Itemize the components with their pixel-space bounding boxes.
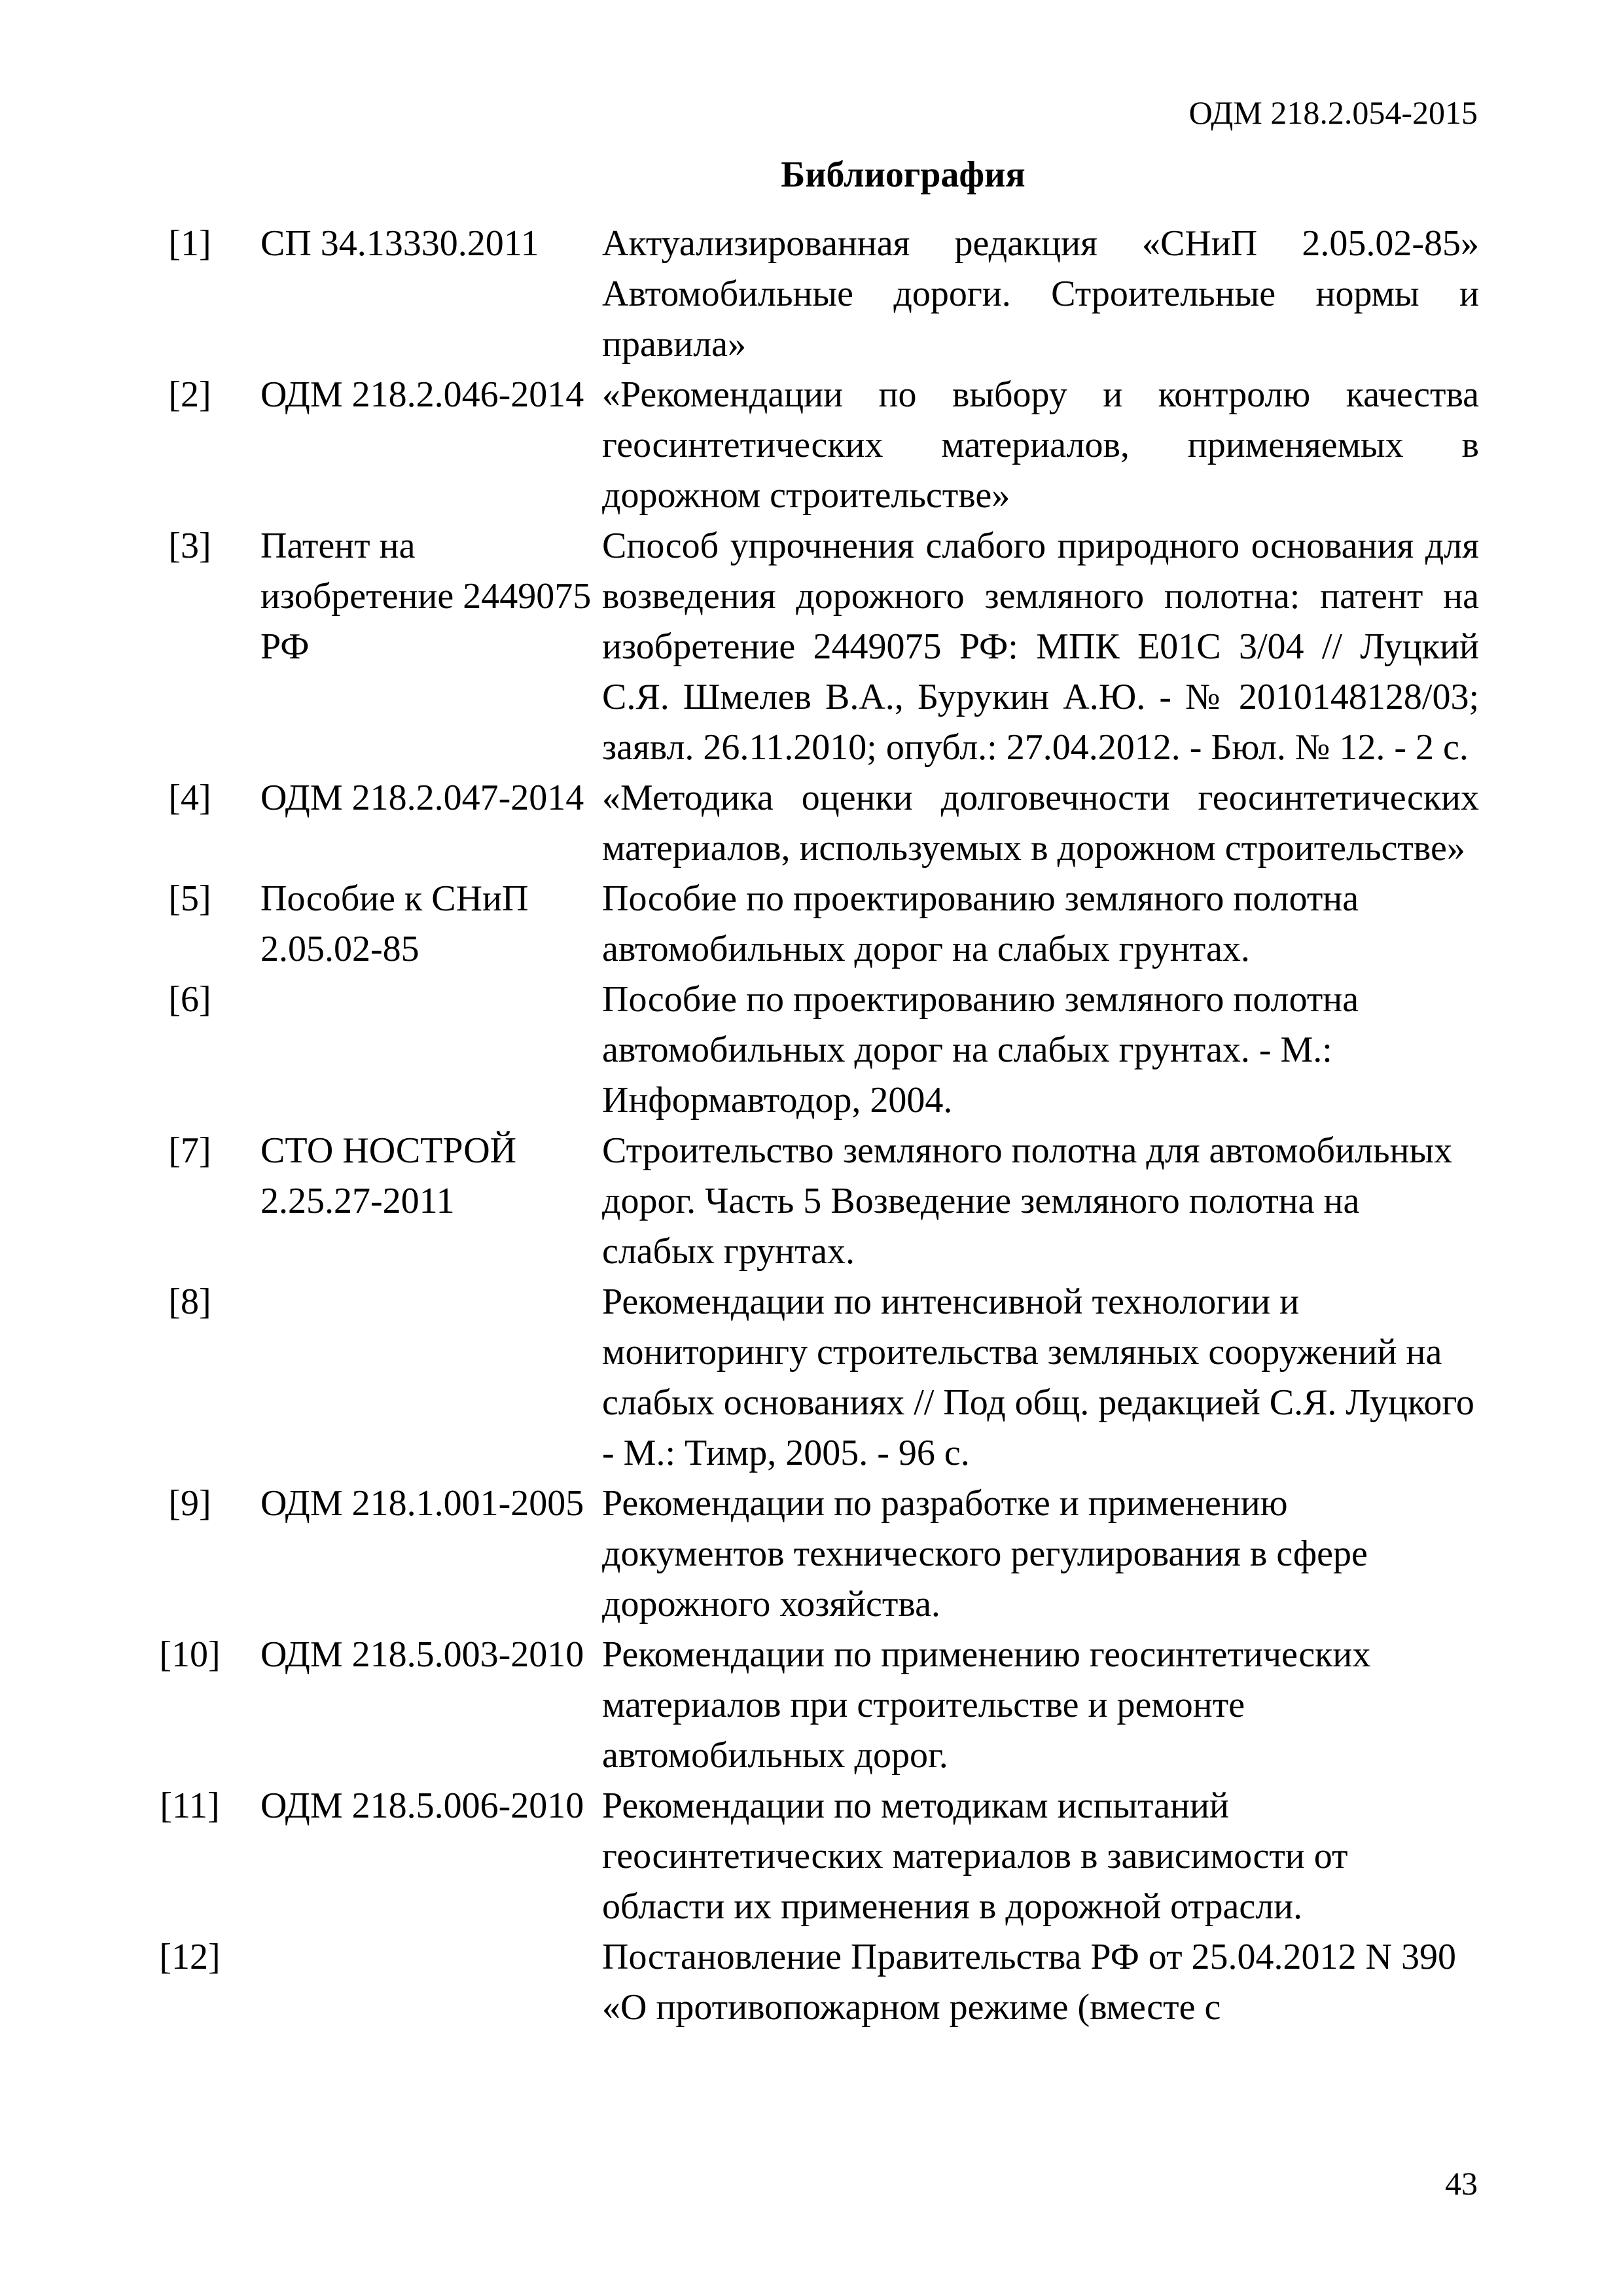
bibliography-entry [151, 370, 1479, 521]
entry-number: [3] [168, 526, 211, 566]
entry-description: Постановление Правительства РФ от 25.04.2012 N 390 «О противопожарном режиме (вместе с [602, 1937, 1456, 2028]
entry-reference: ОДМ 218.2.046-2014 [260, 374, 584, 415]
entry-reference: ОДМ 218.5.003-2010 [260, 1634, 584, 1675]
bibliography-entry [151, 521, 1479, 773]
entry-number: [6] [168, 979, 211, 1020]
entry-number: [12] [159, 1937, 221, 1977]
entry-reference: ОДМ 218.2.047-2014 [260, 778, 584, 818]
entry-description: «Рекомендации по выбору и контролю качества геосинтетических материалов, применяемых в дорожном строительстве» [602, 374, 1479, 516]
entry-description: Рекомендации по интенсивной технологии и мониторингу строительства земляных сооружений на слабых основаниях // Под общ. редакцией С.Я. Луцкого - М.: Тимр, 2005. - 96 с. [602, 1282, 1474, 1473]
entry-description: Способ упрочнения слабого природного основания для возведения дорожного земляного полотна: патент на изобретение 2449075 РФ: МПК E01C 3/04 // Луцкий С.Я. Шмелев В.А., Бурукин А.Ю. - № 2010148128/03; заявл. 26.11.2010; опубл.: 27.04.2012. - Бюл. № 12. - 2 с. [602, 526, 1479, 768]
entry-number: [4] [168, 778, 211, 818]
entry-number: [1] [168, 223, 211, 264]
entry-number: [7] [168, 1130, 211, 1171]
bibliography-entry [151, 219, 1479, 370]
entry-description: Пособие по проектированию земляного полотна автомобильных дорог на слабых грунтах. - М.: Информавтодор, 2004. [602, 979, 1359, 1121]
entry-description: Рекомендации по применению геосинтетических материалов при строительстве и ремонте автомобильных дорог. [602, 1634, 1371, 1776]
entry-description: Пособие по проектированию земляного полотна автомобильных дорог на слабых грунтах. [602, 878, 1359, 969]
bibliography-list [151, 219, 1479, 2033]
entry-number: [8] [168, 1282, 211, 1322]
bibliography-entry [151, 1277, 1479, 1479]
entry-description: Строительство земляного полотна для автомобильных дорог. Часть 5 Возведение земляного полотна на слабых грунтах. [602, 1130, 1453, 1272]
entry-description: Рекомендации по методикам испытаний геосинтетических материалов в зависимости от области их применения в дорожной отрасли. [602, 1785, 1348, 1927]
bibliography-entry [151, 1932, 1479, 2033]
entry-number: [10] [159, 1634, 221, 1675]
page-title: Библиография [781, 154, 1026, 195]
bibliography-entry [151, 975, 1479, 1126]
entry-reference: ОДМ 218.5.006-2010 [260, 1785, 584, 1826]
entry-description: Рекомендации по разработке и применению документов технического регулирования в сфере дорожного хозяйства. [602, 1483, 1368, 1624]
entry-number: [11] [160, 1785, 220, 1826]
document-code: ОДМ 218.2.054-2015 [1188, 94, 1478, 131]
bibliography-entry [151, 773, 1479, 874]
bibliography-entry [151, 1126, 1479, 1277]
entry-reference: СТО НОСТРОЙ 2.25.27-2011 [260, 1130, 517, 1221]
bibliography-entry [151, 1479, 1479, 1630]
entry-description: «Методика оценки долговечности геосинтетических материалов, используемых в дорожном строительстве» [602, 778, 1479, 869]
entry-number: [9] [168, 1483, 211, 1524]
entry-number: [2] [168, 374, 211, 415]
page-number: 43 [1445, 2165, 1478, 2202]
entry-reference: ОДМ 218.1.001-2005 [260, 1483, 584, 1524]
entry-reference: Пособие к СНиП 2.05.02-85 [260, 878, 529, 969]
entry-description: Актуализированная редакция «СНиП 2.05.02-85» Автомобильные дороги. Строительные нормы и правила» [602, 223, 1479, 365]
bibliography-entry [151, 874, 1479, 975]
entry-reference: Патент на изобретение 2449075 РФ [260, 526, 592, 667]
entry-number: [5] [168, 878, 211, 919]
entry-reference: СП 34.13330.2011 [260, 223, 539, 264]
bibliography-entry [151, 1630, 1479, 1781]
bibliography-entry [151, 1781, 1479, 1932]
